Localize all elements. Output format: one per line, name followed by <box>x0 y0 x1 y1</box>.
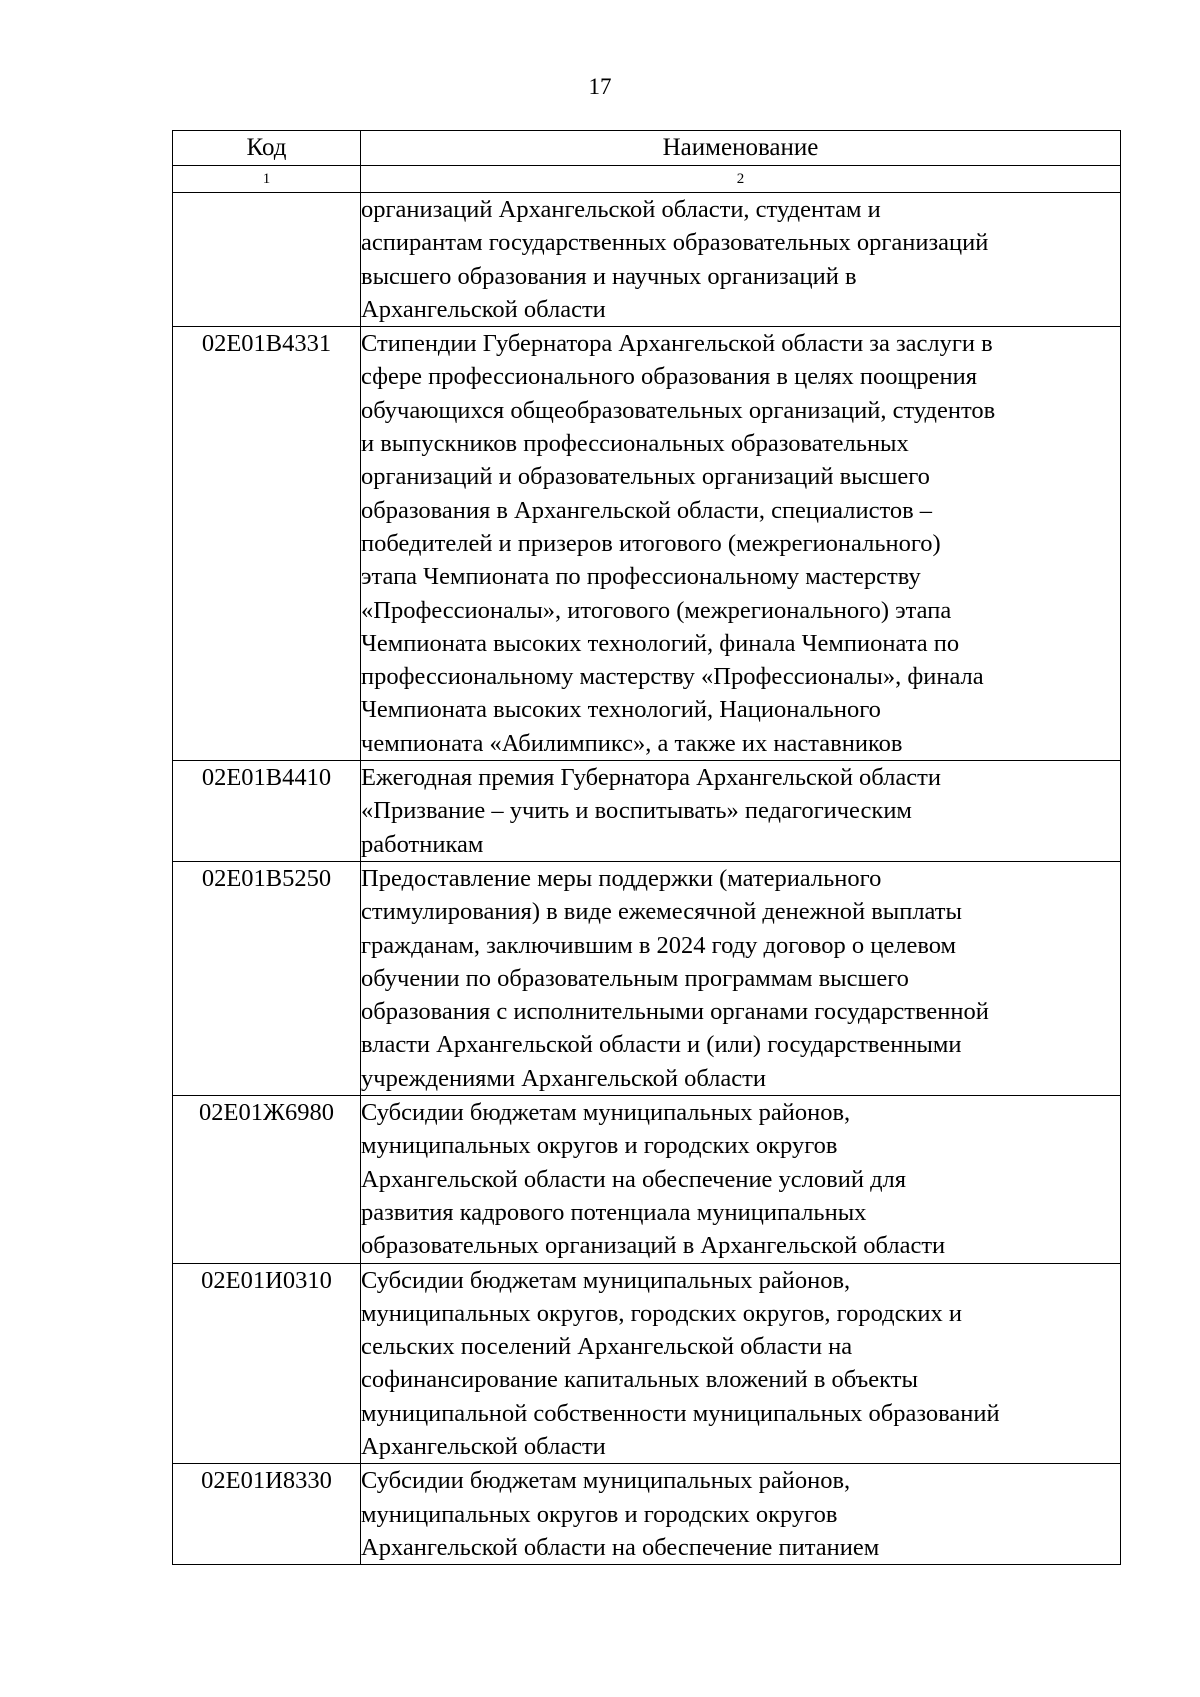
header-name: Наименование <box>361 131 1121 166</box>
table-header-row <box>173 131 1121 166</box>
row-code: 02Е01В4331 <box>173 327 361 761</box>
row-name-line: стимулирования) в виде ежемесячной денежной выплаты <box>361 898 962 926</box>
column-number-code: 1 <box>173 166 361 193</box>
row-name-line: Стипендии Губернатора Архангельской области за заслуги в <box>361 330 993 358</box>
row-name-line: Чемпионата высоких технологий, финала Чемпионата по <box>361 629 960 657</box>
table-body <box>173 193 1121 1565</box>
row-name-line: образования в Архангельской области, специалистов – <box>361 496 933 524</box>
row-name <box>361 1263 1121 1464</box>
row-code: 02Е01В5250 <box>173 861 361 1095</box>
row-name-line: и выпускников профессиональных образовательных <box>361 430 909 458</box>
row-name-line: обучении по образовательным программам высшего <box>361 964 909 992</box>
row-name <box>361 1096 1121 1263</box>
row-name-line: сфере профессионального образования в целях поощрения <box>361 363 978 391</box>
row-name-line: власти Архангельской области и (или) государственными <box>361 1031 962 1059</box>
row-name-line: организаций Архангельской области, студентам и <box>361 196 881 223</box>
row-name-line: развития кадрового потенциала муниципальных <box>361 1198 867 1226</box>
row-name-line: муниципальных округов и городских округов <box>361 1132 838 1160</box>
row-code: 02Е01И8330 <box>173 1464 361 1565</box>
row-name <box>361 761 1121 862</box>
row-name-line: Архангельской области на обеспечение питанием <box>361 1533 880 1561</box>
table-row <box>173 1096 1121 1263</box>
row-code: 02Е01Ж6980 <box>173 1096 361 1263</box>
budget-code-table <box>172 130 1121 1565</box>
header-code: Код <box>173 131 361 166</box>
table-row <box>173 1263 1121 1464</box>
row-name-line: муниципальной собственности муниципальных образований <box>361 1399 1000 1427</box>
column-number-name: 2 <box>361 166 1121 193</box>
row-code: 02Е01В4410 <box>173 761 361 862</box>
row-name-line: образовательных организаций в Архангельской области <box>361 1232 946 1260</box>
row-name-line: чемпионата «Абилимпикс», а также их наставников <box>361 729 903 757</box>
table-row <box>173 861 1121 1095</box>
row-name-line: профессиональному мастерству «Профессионалы», финала <box>361 663 984 691</box>
row-name-line: муниципальных округов и городских округов <box>361 1500 838 1528</box>
row-name-line: Субсидии бюджетам муниципальных районов, <box>361 1099 851 1127</box>
table-row <box>173 761 1121 862</box>
table-row <box>173 1464 1121 1565</box>
row-name-line: муниципальных округов, городских округов, городских и <box>361 1299 962 1327</box>
row-name-line: организаций и образовательных организаций высшего <box>361 463 930 491</box>
row-name-line: победителей и призеров итогового (межрегионального) <box>361 529 941 557</box>
row-name-line: Архангельской области <box>361 1432 606 1460</box>
row-name-line: «Профессионалы», итогового (межрегионального) этапа <box>361 596 952 624</box>
row-name <box>361 193 1121 327</box>
row-name-line: Чемпионата высоких технологий, Национального <box>361 696 881 724</box>
row-name-line: Субсидии бюджетам муниципальных районов, <box>361 1467 851 1495</box>
page-number: 17 <box>588 74 612 99</box>
row-name-line: Субсидии бюджетам муниципальных районов, <box>361 1266 851 1294</box>
row-name-line: сельских поселений Архангельской области на <box>361 1333 853 1361</box>
row-name <box>361 327 1121 761</box>
table-row <box>173 193 1121 327</box>
row-name-line: «Призвание – учить и воспитывать» педагогическим <box>361 797 912 825</box>
row-code: 02Е01И0310 <box>173 1263 361 1464</box>
row-name-line: софинансирование капитальных вложений в объекты <box>361 1366 918 1394</box>
row-name-line: Предоставление меры поддержки (материального <box>361 864 882 892</box>
row-name <box>361 861 1121 1095</box>
row-name <box>361 1464 1121 1565</box>
row-name-line: учреждениями Архангельской области <box>361 1064 766 1092</box>
row-name-line: высшего образования и научных организаций в <box>361 262 857 290</box>
table-row <box>173 327 1121 761</box>
row-name-line: Ежегодная премия Губернатора Архангельской области <box>361 764 941 792</box>
row-code <box>173 193 361 327</box>
column-number-row <box>173 166 1121 193</box>
row-name-line: Архангельской области <box>361 295 606 323</box>
row-name-line: этапа Чемпионата по профессиональному мастерству <box>361 563 921 591</box>
row-name-line: образования с исполнительными органами государственной <box>361 998 989 1026</box>
row-name-line: обучающихся общеобразовательных организаций, студентов <box>361 396 996 424</box>
row-name-line: гражданам, заключившим в 2024 году договор о целевом <box>361 931 957 959</box>
row-name-line: аспирантам государственных образовательных организаций <box>361 229 989 257</box>
row-name-line: Архангельской области на обеспечение условий для <box>361 1165 907 1193</box>
row-name-line: работникам <box>361 830 484 858</box>
